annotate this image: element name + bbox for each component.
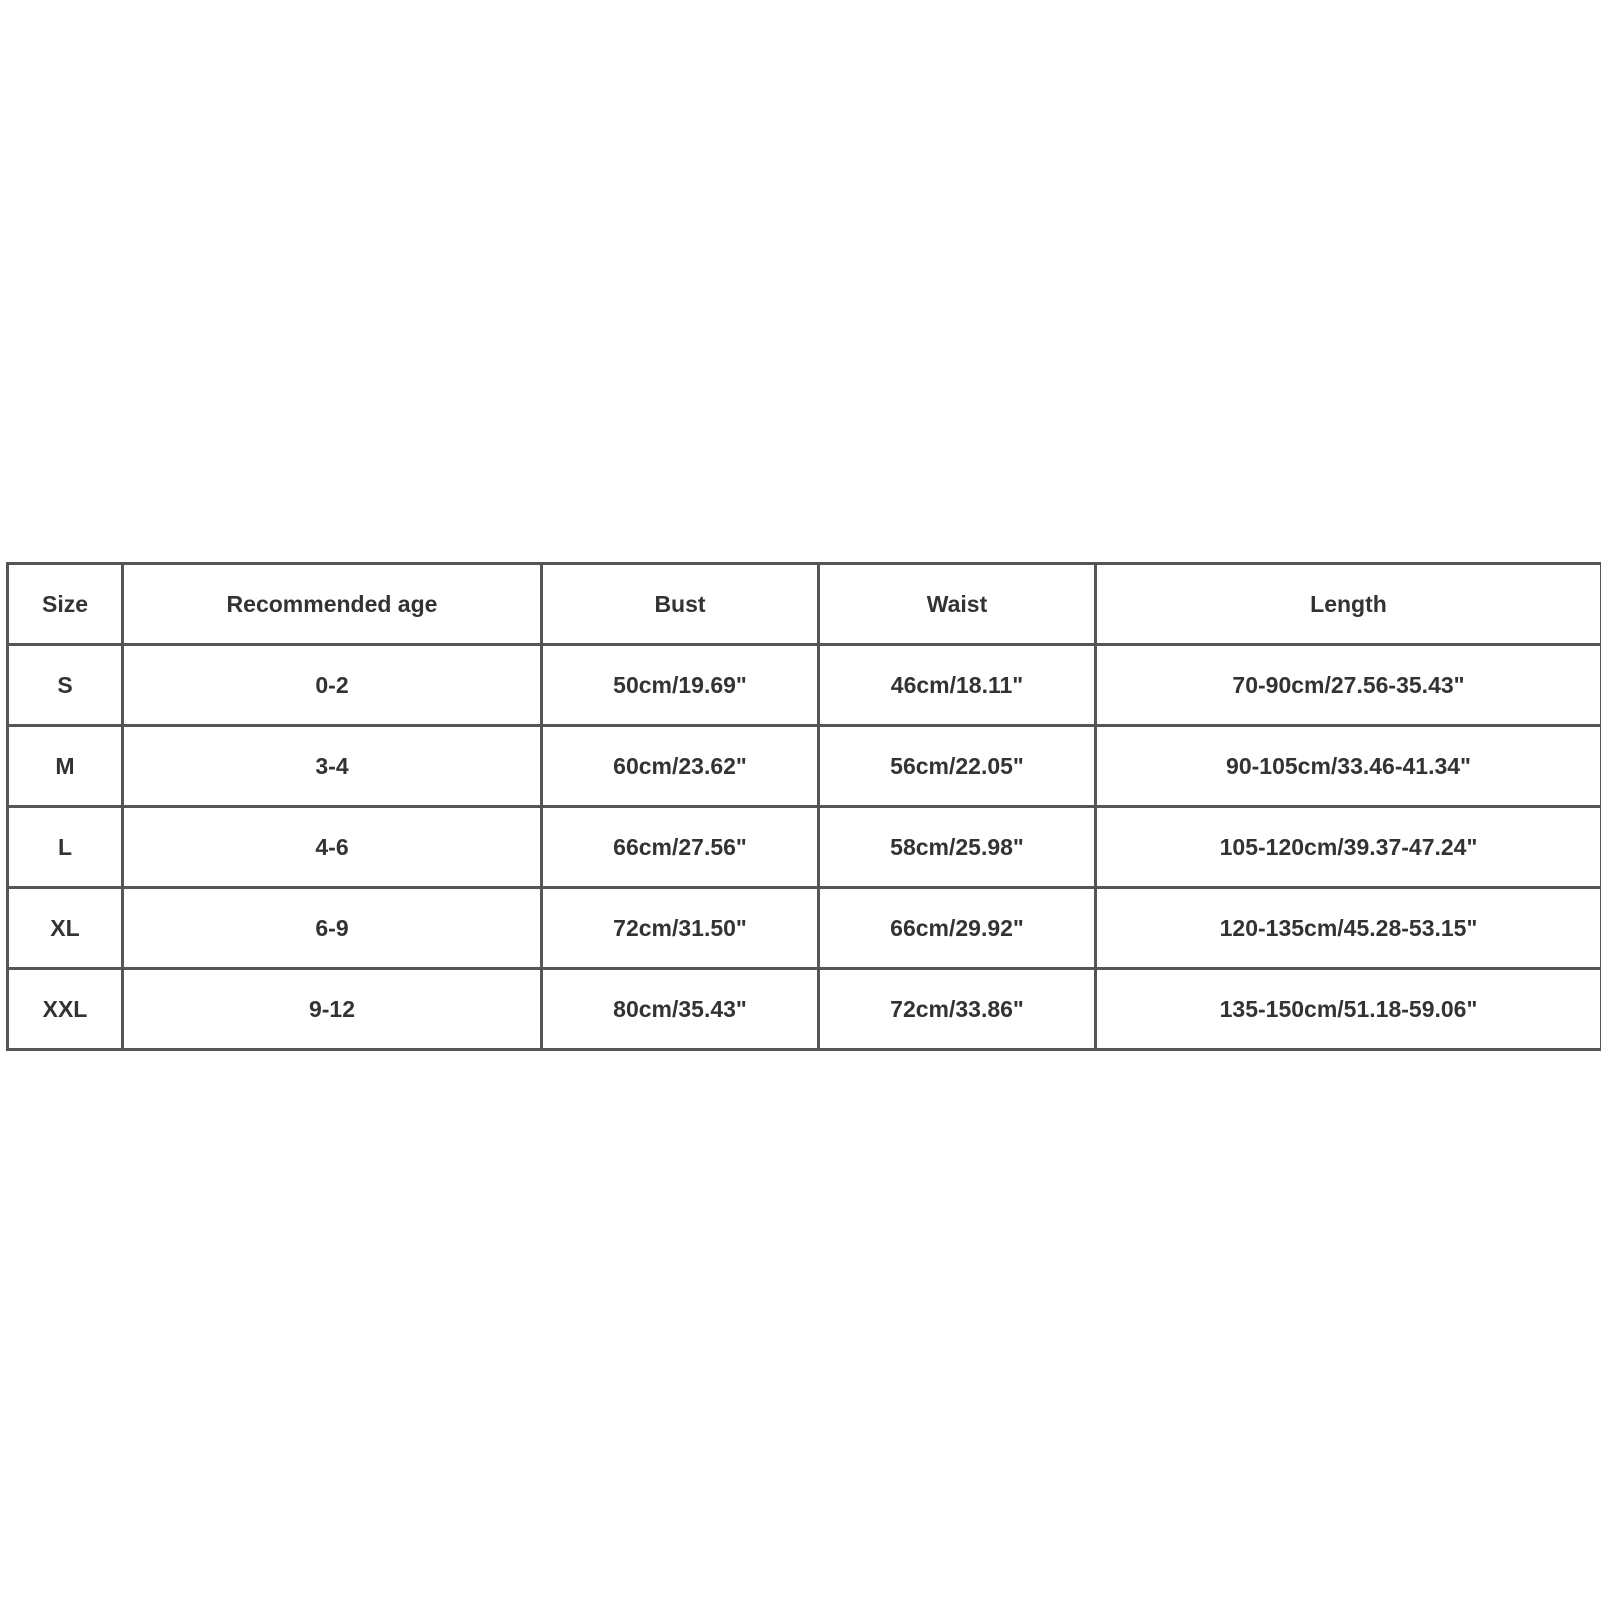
cell-length: 135-150cm/51.18-59.06" [1096,969,1601,1050]
header-size: Size [8,564,123,645]
cell-recommended-age: 9-12 [123,969,542,1050]
cell-recommended-age: 3-4 [123,726,542,807]
cell-size: S [8,645,123,726]
cell-size: L [8,807,123,888]
table-row [8,888,1601,969]
table-row [8,726,1601,807]
cell-waist: 66cm/29.92" [819,888,1096,969]
header-row [8,564,1601,645]
cell-bust: 80cm/35.43" [542,969,819,1050]
cell-size: XXL [8,969,123,1050]
cell-size: XL [8,888,123,969]
cell-recommended-age: 6-9 [123,888,542,969]
cell-length: 70-90cm/27.56-35.43" [1096,645,1601,726]
cell-waist: 58cm/25.98" [819,807,1096,888]
cell-length: 90-105cm/33.46-41.34" [1096,726,1601,807]
cell-size: M [8,726,123,807]
cell-bust: 50cm/19.69" [542,645,819,726]
header-recommended-age: Recommended age [123,564,542,645]
header-waist: Waist [819,564,1096,645]
cell-length: 105-120cm/39.37-47.24" [1096,807,1601,888]
cell-waist: 72cm/33.86" [819,969,1096,1050]
cell-bust: 66cm/27.56" [542,807,819,888]
cell-bust: 72cm/31.50" [542,888,819,969]
cell-bust: 60cm/23.62" [542,726,819,807]
table-row [8,969,1601,1050]
header-length: Length [1096,564,1601,645]
header-bust: Bust [542,564,819,645]
cell-recommended-age: 0-2 [123,645,542,726]
cell-waist: 46cm/18.11" [819,645,1096,726]
cell-waist: 56cm/22.05" [819,726,1096,807]
table-row [8,807,1601,888]
size-chart-table [6,562,1601,1051]
cell-recommended-age: 4-6 [123,807,542,888]
cell-length: 120-135cm/45.28-53.15" [1096,888,1601,969]
table-row [8,645,1601,726]
